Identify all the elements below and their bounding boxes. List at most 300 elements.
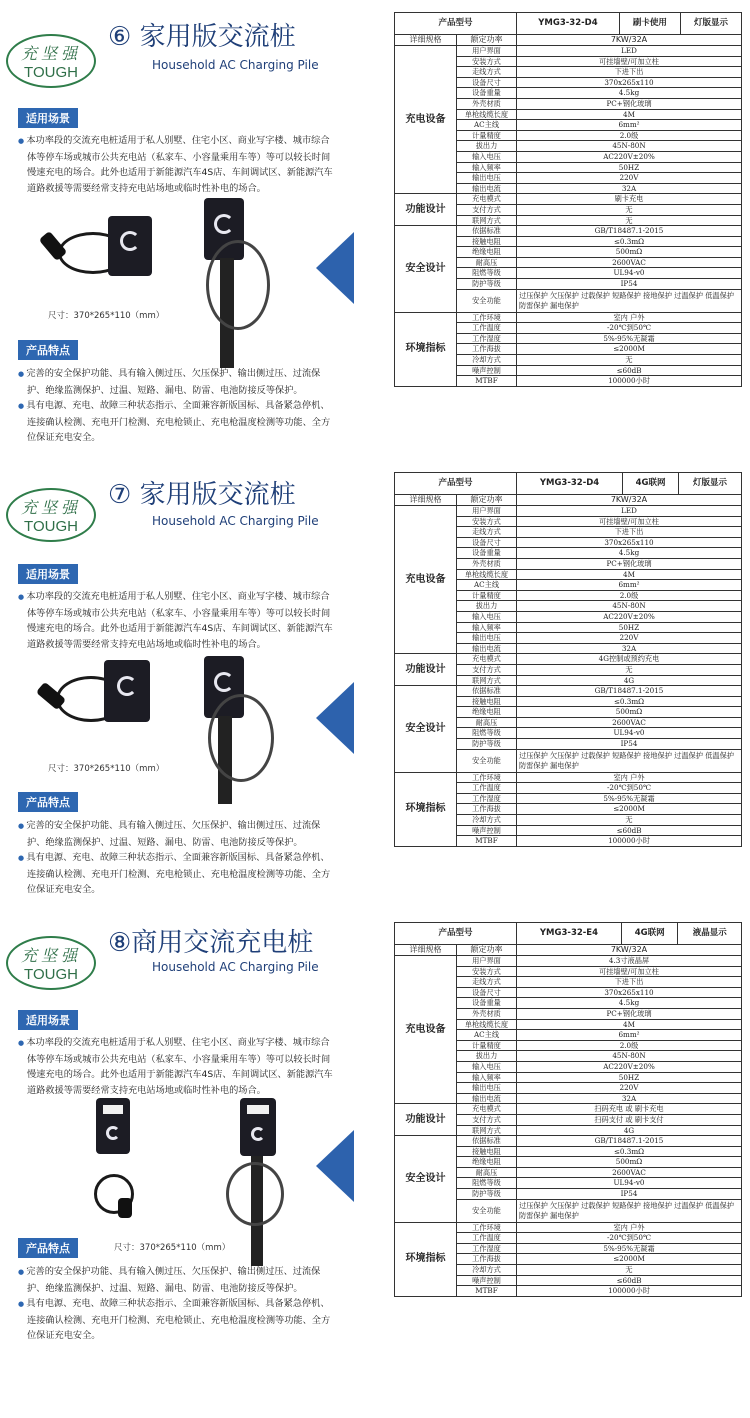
spec-group-label: 充电设备 — [395, 46, 457, 194]
spec-param-value: ≤0.3mΩ — [517, 236, 742, 247]
spec-param-value: 50HZ — [517, 622, 742, 633]
spec-param-label: 计量精度 — [457, 590, 517, 601]
spec-param-label: 支付方式 — [457, 664, 517, 675]
spec-param-label: 工作环境 — [457, 1222, 517, 1233]
spec-param-value: UL94-v0 — [517, 728, 742, 739]
spec-group-label: 安全设计 — [395, 686, 457, 773]
product-section-6 — [0, 0, 750, 450]
pointer-arrow-icon — [316, 1130, 354, 1202]
spec-param-value: IP54 — [517, 739, 742, 750]
spec-param-value: 32A — [517, 643, 742, 654]
product-section-8 — [0, 912, 750, 1362]
spec-param-label: 依据标准 — [457, 226, 517, 237]
scene-paragraph — [18, 133, 338, 196]
spec-row — [395, 194, 742, 205]
header-display: 液晶显示 — [678, 923, 742, 945]
spec-param-value: 无 — [517, 1265, 742, 1276]
detail-spec-label: 详细规格 — [395, 35, 457, 46]
spec-param-value: 2.0级 — [517, 590, 742, 601]
header-label: 产品型号 — [395, 473, 517, 495]
feature-tag: 产品特点 — [18, 792, 78, 812]
spec-param-value: 4G — [517, 1125, 742, 1136]
spec-param-label: 噪声控制 — [457, 825, 517, 836]
spec-param-label: 耐高压 — [457, 717, 517, 728]
spec-param-label: 噪声控制 — [457, 1275, 517, 1286]
spec-param-label: 防护等级 — [457, 739, 517, 750]
spec-param-value: 4M — [517, 109, 742, 120]
spec-param-label: 充电模式 — [457, 1104, 517, 1115]
spec-param-label: 工作环境 — [457, 772, 517, 783]
spec-param-value: ≤60dB — [517, 825, 742, 836]
spec-row — [395, 506, 742, 517]
spec-param-value: 45N-80N — [517, 141, 742, 152]
spec-param-label: 设备重量 — [457, 548, 517, 559]
spec-param-value: 2600VAC — [517, 257, 742, 268]
spec-param-value: 4G控制或预约充电 — [517, 654, 742, 665]
spec-param-value: 可挂墙壁/可加立柱 — [517, 516, 742, 527]
spec-param-label: 联网方式 — [457, 1125, 517, 1136]
pedestal-logo-icon — [214, 672, 234, 692]
pedestal-logo-icon — [214, 214, 234, 234]
spec-param-value: 500mΩ — [517, 247, 742, 258]
scene-text: ● 本功率段的交流充电桩适用于私人别墅、住宅小区、商业写字楼、城市综合体等停车场或城市公共充电站（私家车、小容量乘用车等）等可以较长时间慢速充电的场合。此外也适用于新能源汽车4S店、车间调试区、新能源汽车道路救援等需要经常支持充电站场地或临时性补电的场合。 — [18, 589, 338, 652]
spec-param-value: 无 — [517, 204, 742, 215]
spec-param-label: 外壳材质 — [457, 558, 517, 569]
spec-param-label: 安装方式 — [457, 966, 517, 977]
spec-param-label: 输出电压 — [457, 633, 517, 644]
feature-paragraph — [18, 1264, 338, 1344]
spec-group-label: 充电设备 — [395, 506, 457, 654]
header-display: 灯版显示 — [680, 13, 741, 35]
spec-param-value: 100000小时 — [517, 1286, 742, 1297]
spec-group-label: 安全设计 — [395, 1136, 457, 1223]
section-subtitle: Household AC Charging Pile — [152, 960, 319, 974]
spec-param-label: 输入电压 — [457, 611, 517, 622]
spec-param-label: 安全功能 — [457, 749, 517, 772]
spec-param-value: 无 — [517, 215, 742, 226]
spec-param-value: UL94-v0 — [517, 1178, 742, 1189]
rated-power-value: 7KW/32A — [517, 495, 742, 506]
brand-logo-en: TOUGH — [24, 966, 78, 983]
pedestal-cable-image — [206, 240, 270, 330]
section-title: ⑥ 家用版交流桩 — [108, 22, 296, 52]
spec-param-label: 充电模式 — [457, 194, 517, 205]
spec-param-label: 工作湿度 — [457, 1243, 517, 1254]
feature-text-2: ● 具有电源、充电、故障三种状态指示、全面兼容新版国标、具备紧急停机、连接确认检测、充电开门检测、充电枪锁止、充电枪温度检测等功能、全方位保证充电安全。 — [18, 850, 338, 898]
spec-param-value: 5%-95%无凝霜 — [517, 333, 742, 344]
spec-param-label: 设备尺寸 — [457, 987, 517, 998]
spec-param-value: 扫码充电 或 刷卡充电 — [517, 1104, 742, 1115]
spec-param-label: 工作湿度 — [457, 333, 517, 344]
spec-param-label: 防护等级 — [457, 279, 517, 290]
spec-param-label: 接触电阻 — [457, 696, 517, 707]
header-model: YMG3-32-E4 — [517, 923, 622, 945]
spec-param-label: 工作海拔 — [457, 344, 517, 355]
spec-param-label: 绝缘电阻 — [457, 707, 517, 718]
spec-param-value: 50HZ — [517, 1072, 742, 1083]
spec-param-label: 拔出力 — [457, 141, 517, 152]
spec-row — [395, 654, 742, 665]
charging-plug-image — [118, 1198, 132, 1218]
spec-param-value: GB/T18487.1-2015 — [517, 686, 742, 697]
spec-param-value: GB/T18487.1-2015 — [517, 1136, 742, 1147]
feature-paragraph — [18, 818, 338, 898]
brand-logo-cn: 充坚强 — [20, 946, 81, 965]
spec-param-label: 联网方式 — [457, 675, 517, 686]
spec-param-value: AC220V±20% — [517, 1061, 742, 1072]
spec-row — [395, 46, 742, 57]
spec-param-value: 220V — [517, 633, 742, 644]
spec-param-label: 计量精度 — [457, 130, 517, 141]
header-display: 灯版显示 — [679, 473, 742, 495]
spec-param-value: 室内 户外 — [517, 1222, 742, 1233]
spec-param-label: 走线方式 — [457, 977, 517, 988]
spec-param-value: 无 — [517, 355, 742, 366]
feature-text-2: ● 具有电源、充电、故障三种状态指示、全面兼容新版国标、具备紧急停机、连接确认检测、充电开门检测、充电枪锁止、充电枪温度检测等功能、全方位保证充电安全。 — [18, 398, 338, 446]
spec-param-value: 室内 户外 — [517, 772, 742, 783]
feature-text-1: ● 完善的安全保护功能、具有输入侧过压、欠压保护、输出侧过压、过流保护、绝缘监测保护、过温、短路、漏电、防雷、电池防接反等保护。 — [18, 1264, 338, 1296]
spec-param-label: 依据标准 — [457, 686, 517, 697]
spec-param-label: 输入电压 — [457, 151, 517, 162]
spec-param-value: 下进下出 — [517, 977, 742, 988]
feature-paragraph — [18, 366, 338, 446]
spec-param-value: 4.5kg — [517, 998, 742, 1009]
product-section-7 — [0, 460, 750, 910]
spec-row — [395, 226, 742, 237]
spec-param-label: 走线方式 — [457, 527, 517, 538]
spec-row — [395, 686, 742, 697]
spec-header-row — [395, 923, 742, 945]
spec-param-value: 4M — [517, 569, 742, 580]
detail-spec-label: 详细规格 — [395, 945, 457, 956]
feature-text-1: ● 完善的安全保护功能、具有输入侧过压、欠压保护、输出侧过压、过流保护、绝缘监测保护、过温、短路、漏电、防雷、电池防接反等保护。 — [18, 366, 338, 398]
spec-param-value: ≤60dB — [517, 365, 742, 376]
scene-paragraph — [18, 1035, 338, 1098]
spec-param-value: AC220V±20% — [517, 611, 742, 622]
spec-param-value: ≤0.3mΩ — [517, 1146, 742, 1157]
pointer-arrow-icon — [316, 682, 354, 754]
header-label: 产品型号 — [395, 923, 517, 945]
spec-param-value: ≤0.3mΩ — [517, 696, 742, 707]
header-feature: 刷卡使用 — [619, 13, 680, 35]
spec-param-label: 工作温度 — [457, 783, 517, 794]
spec-param-value: 可挂墙壁/可加立柱 — [517, 966, 742, 977]
detail-spec-label: 详细规格 — [395, 495, 457, 506]
spec-param-label: 阻燃等级 — [457, 268, 517, 279]
section-title: ⑧商用交流充电桩 — [108, 928, 314, 958]
spec-param-value: UL94-v0 — [517, 268, 742, 279]
spec-param-label: 工作海拔 — [457, 1254, 517, 1265]
spec-param-label: 接触电阻 — [457, 236, 517, 247]
spec-param-label: 工作湿度 — [457, 793, 517, 804]
spec-header-row — [395, 13, 742, 35]
scene-tag: 适用场景 — [18, 564, 78, 584]
scene-tag: 适用场景 — [18, 108, 78, 128]
spec-param-label: 工作温度 — [457, 323, 517, 334]
spec-table — [394, 922, 742, 1297]
feature-tag: 产品特点 — [18, 340, 78, 360]
scene-text: ● 本功率段的交流充电桩适用于私人别墅、住宅小区、商业写字楼、城市综合体等停车场或城市公共充电站（私家车、小容量乘用车等）等可以较长时间慢速充电的场合。此外也适用于新能源汽车4S店、车间调试区、新能源汽车道路救援等需要经常支持充电站场地或临时性补电的场合。 — [18, 133, 338, 196]
size-label: 尺寸：370*265*110（mm） — [114, 1243, 231, 1253]
spec-param-label: 用户界面 — [457, 46, 517, 57]
spec-param-value: AC220V±20% — [517, 151, 742, 162]
spec-param-label: 用户界面 — [457, 506, 517, 517]
spec-param-label: 充电模式 — [457, 654, 517, 665]
spec-param-value: 4.3寸液晶屏 — [517, 956, 742, 967]
rated-power-value: 7KW/32A — [517, 35, 742, 46]
spec-group-label: 充电设备 — [395, 956, 457, 1104]
spec-row — [395, 1104, 742, 1115]
brand-logo — [6, 34, 96, 88]
spec-param-label: AC主线 — [457, 1030, 517, 1041]
spec-param-label: 绝缘电阻 — [457, 1157, 517, 1168]
spec-param-label: 走线方式 — [457, 67, 517, 78]
spec-param-value: 2600VAC — [517, 1167, 742, 1178]
spec-param-value: LED — [517, 506, 742, 517]
spec-param-label: AC主线 — [457, 120, 517, 131]
spec-row — [395, 1136, 742, 1147]
header-model: YMG3-32-D4 — [517, 13, 620, 35]
spec-param-value: 5%-95%无凝霜 — [517, 1243, 742, 1254]
spec-param-value: 220V — [517, 173, 742, 184]
spec-param-value: 5%-95%无凝霜 — [517, 793, 742, 804]
brand-logo-cn: 充坚强 — [20, 498, 81, 517]
spec-param-label: 输出电流 — [457, 1093, 517, 1104]
spec-param-label: 接触电阻 — [457, 1146, 517, 1157]
spec-param-value: -20℃到50℃ — [517, 783, 742, 794]
spec-param-value: 4M — [517, 1019, 742, 1030]
scene-tag: 适用场景 — [18, 1010, 78, 1030]
spec-param-label: 计量精度 — [457, 1040, 517, 1051]
spec-param-label: 安装方式 — [457, 516, 517, 527]
spec-param-label: AC主线 — [457, 580, 517, 591]
feature-text-2: ● 具有电源、充电、故障三种状态指示、全面兼容新版国标、具备紧急停机、连接确认检测、充电开门检测、充电枪锁止、充电枪温度检测等功能、全方位保证充电安全。 — [18, 1296, 338, 1344]
spec-param-value: 过压保护 欠压保护 过载保护 短路保护 接地保护 过温保护 低温保护 防雷保护 漏电保护 — [517, 1199, 742, 1222]
brand-logo-cn: 充坚强 — [20, 44, 81, 63]
scene-paragraph — [18, 589, 338, 652]
spec-param-value: ≤2000M — [517, 1254, 742, 1265]
spec-param-label: 拔出力 — [457, 1051, 517, 1062]
spec-param-label: 联网方式 — [457, 215, 517, 226]
spec-param-value: 扫码支付 或 刷卡支付 — [517, 1114, 742, 1125]
rated-power-label: 额定功率 — [457, 35, 517, 46]
spec-param-label: 安全功能 — [457, 1199, 517, 1222]
spec-param-label: 耐高压 — [457, 257, 517, 268]
header-label: 产品型号 — [395, 13, 517, 35]
spec-param-value: 220V — [517, 1083, 742, 1094]
spec-param-label: 输入频率 — [457, 162, 517, 173]
spec-param-label: 冷却方式 — [457, 355, 517, 366]
rated-power-label: 额定功率 — [457, 945, 517, 956]
spec-param-label: 设备尺寸 — [457, 537, 517, 548]
spec-group-label: 环境指标 — [395, 1222, 457, 1296]
brand-logo-en: TOUGH — [24, 64, 78, 81]
header-feature: 4G联网 — [623, 473, 679, 495]
spec-row — [395, 312, 742, 323]
spec-param-label: 输出电压 — [457, 173, 517, 184]
spec-param-label: 耐高压 — [457, 1167, 517, 1178]
spec-param-value: ≤2000M — [517, 344, 742, 355]
spec-param-value: 100000小时 — [517, 836, 742, 847]
rated-power-value: 7KW/32A — [517, 945, 742, 956]
spec-param-value: 无 — [517, 815, 742, 826]
spec-param-value: 刷卡充电 — [517, 194, 742, 205]
spec-param-label: 单枪线缆长度 — [457, 1019, 517, 1030]
spec-param-label: 输出电流 — [457, 643, 517, 654]
spec-param-label: 输出电流 — [457, 183, 517, 194]
spec-param-label: 拔出力 — [457, 601, 517, 612]
spec-param-value: PC+钢化玻璃 — [517, 558, 742, 569]
pointer-arrow-icon — [316, 232, 354, 304]
spec-param-value: 无 — [517, 664, 742, 675]
header-model: YMG3-32-D4 — [517, 473, 623, 495]
spec-group-label: 环境指标 — [395, 312, 457, 386]
brand-logo-en: TOUGH — [24, 518, 78, 535]
spec-param-label: 外壳材质 — [457, 98, 517, 109]
spec-param-label: 冷却方式 — [457, 1265, 517, 1276]
wallbox-image — [104, 660, 150, 722]
spec-param-value: 可挂墙壁/可加立柱 — [517, 56, 742, 67]
spec-param-value: 50HZ — [517, 162, 742, 173]
wallbox-screen — [103, 1105, 123, 1114]
spec-param-value: 4G — [517, 675, 742, 686]
spec-param-label: 支付方式 — [457, 204, 517, 215]
spec-param-label: 支付方式 — [457, 1114, 517, 1125]
spec-param-value: IP54 — [517, 279, 742, 290]
spec-param-value: 6mm² — [517, 1030, 742, 1041]
spec-param-value: 下进下出 — [517, 527, 742, 538]
spec-param-value: 过压保护 欠压保护 过载保护 短路保护 接地保护 过温保护 低温保护 防雷保护 漏电保护 — [517, 289, 742, 312]
wallbox-logo-icon — [106, 1126, 120, 1140]
spec-param-value: 4.5kg — [517, 548, 742, 559]
spec-param-value: 45N-80N — [517, 1051, 742, 1062]
spec-param-value: IP54 — [517, 1189, 742, 1200]
spec-table — [394, 12, 742, 387]
spec-param-label: 安全功能 — [457, 289, 517, 312]
spec-param-label: 单枪线缆长度 — [457, 109, 517, 120]
section-subtitle: Household AC Charging Pile — [152, 514, 319, 528]
spec-group-label: 功能设计 — [395, 654, 457, 686]
wallbox-logo-icon — [117, 676, 137, 696]
spec-param-value: 2600VAC — [517, 717, 742, 728]
spec-param-value: 100000小时 — [517, 376, 742, 387]
spec-param-label: 工作环境 — [457, 312, 517, 323]
spec-row — [395, 772, 742, 783]
feature-text-1: ● 完善的安全保护功能、具有输入侧过压、欠压保护、输出侧过压、过流保护、绝缘监测保护、过温、短路、漏电、防雷、电池防接反等保护。 — [18, 818, 338, 850]
spec-param-label: 单枪线缆长度 — [457, 569, 517, 580]
spec-param-label: 设备重量 — [457, 998, 517, 1009]
spec-param-label: 阻燃等级 — [457, 1178, 517, 1189]
spec-param-value: 32A — [517, 1093, 742, 1104]
spec-param-label: 冷却方式 — [457, 815, 517, 826]
spec-param-label: 设备重量 — [457, 88, 517, 99]
brand-logo — [6, 936, 96, 990]
spec-param-value: 下进下出 — [517, 67, 742, 78]
spec-param-value: LED — [517, 46, 742, 57]
spec-param-value: ≤60dB — [517, 1275, 742, 1286]
header-feature: 4G联网 — [621, 923, 677, 945]
spec-group-label: 功能设计 — [395, 1104, 457, 1136]
spec-param-value: 室内 户外 — [517, 312, 742, 323]
spec-param-value: 4.5kg — [517, 88, 742, 99]
size-label: 尺寸：370*265*110（mm） — [48, 764, 165, 774]
spec-param-label: 安装方式 — [457, 56, 517, 67]
spec-param-label: 输入频率 — [457, 622, 517, 633]
spec-power-row — [395, 495, 742, 506]
spec-param-value: 6mm² — [517, 120, 742, 131]
spec-param-value: 6mm² — [517, 580, 742, 591]
pedestal-logo-icon — [251, 1127, 265, 1141]
wallbox-image — [108, 216, 152, 276]
spec-group-label: 环境指标 — [395, 772, 457, 846]
spec-param-label: 工作海拔 — [457, 804, 517, 815]
pedestal-cable-image — [208, 694, 274, 782]
spec-param-label: 输入电压 — [457, 1061, 517, 1072]
spec-param-label: 用户界面 — [457, 956, 517, 967]
spec-header-row — [395, 473, 742, 495]
spec-group-label: 功能设计 — [395, 194, 457, 226]
spec-power-row — [395, 35, 742, 46]
spec-param-label: 绝缘电阻 — [457, 247, 517, 258]
spec-table — [394, 472, 742, 847]
spec-param-value: 32A — [517, 183, 742, 194]
spec-param-label: 工作温度 — [457, 1233, 517, 1244]
spec-param-value: GB/T18487.1-2015 — [517, 226, 742, 237]
pedestal-screen — [247, 1105, 269, 1114]
section-title: ⑦ 家用版交流桩 — [108, 480, 296, 510]
rated-power-label: 额定功率 — [457, 495, 517, 506]
wallbox-lcd-image — [96, 1098, 130, 1154]
pedestal-lcd-image — [240, 1098, 276, 1156]
wallbox-logo-icon — [120, 231, 140, 251]
spec-param-label: MTBF — [457, 376, 517, 387]
size-label: 尺寸：370*265*110（mm） — [48, 311, 165, 321]
spec-param-value: 2.0级 — [517, 1040, 742, 1051]
spec-param-value: -20℃到50℃ — [517, 1233, 742, 1244]
spec-param-value: 370x265x110 — [517, 537, 742, 548]
spec-param-label: 输出电压 — [457, 1083, 517, 1094]
spec-param-value: -20℃到50℃ — [517, 323, 742, 334]
feature-tag: 产品特点 — [18, 1238, 78, 1258]
spec-row — [395, 1222, 742, 1233]
spec-param-label: MTBF — [457, 836, 517, 847]
spec-power-row — [395, 945, 742, 956]
section-subtitle: Household AC Charging Pile — [152, 58, 319, 72]
spec-param-value: 45N-80N — [517, 601, 742, 612]
spec-param-value: 2.0级 — [517, 130, 742, 141]
spec-param-label: 阻燃等级 — [457, 728, 517, 739]
spec-param-label: 设备尺寸 — [457, 77, 517, 88]
spec-param-label: 输入频率 — [457, 1072, 517, 1083]
spec-param-value: 500mΩ — [517, 1157, 742, 1168]
pedestal-cable-image — [226, 1162, 284, 1226]
spec-param-value: 370x265x110 — [517, 987, 742, 998]
spec-param-label: 噪声控制 — [457, 365, 517, 376]
spec-param-label: 外壳材质 — [457, 1008, 517, 1019]
spec-row — [395, 956, 742, 967]
spec-param-label: 防护等级 — [457, 1189, 517, 1200]
scene-text: ● 本功率段的交流充电桩适用于私人别墅、住宅小区、商业写字楼、城市综合体等停车场或城市公共充电站（私家车、小容量乘用车等）等可以较长时间慢速充电的场合。此外也适用于新能源汽车4S店、车间调试区、新能源汽车道路救援等需要经常支持充电站场地或临时性补电的场合。 — [18, 1035, 338, 1098]
spec-param-value: 370x265x110 — [517, 77, 742, 88]
spec-param-value: 过压保护 欠压保护 过载保护 短路保护 接地保护 过温保护 低温保护 防雷保护 漏电保护 — [517, 749, 742, 772]
spec-group-label: 安全设计 — [395, 226, 457, 313]
spec-param-value: 500mΩ — [517, 707, 742, 718]
spec-param-value: PC+钢化玻璃 — [517, 98, 742, 109]
spec-param-label: 依据标准 — [457, 1136, 517, 1147]
spec-param-label: MTBF — [457, 1286, 517, 1297]
brand-logo — [6, 488, 96, 542]
spec-param-value: PC+钢化玻璃 — [517, 1008, 742, 1019]
